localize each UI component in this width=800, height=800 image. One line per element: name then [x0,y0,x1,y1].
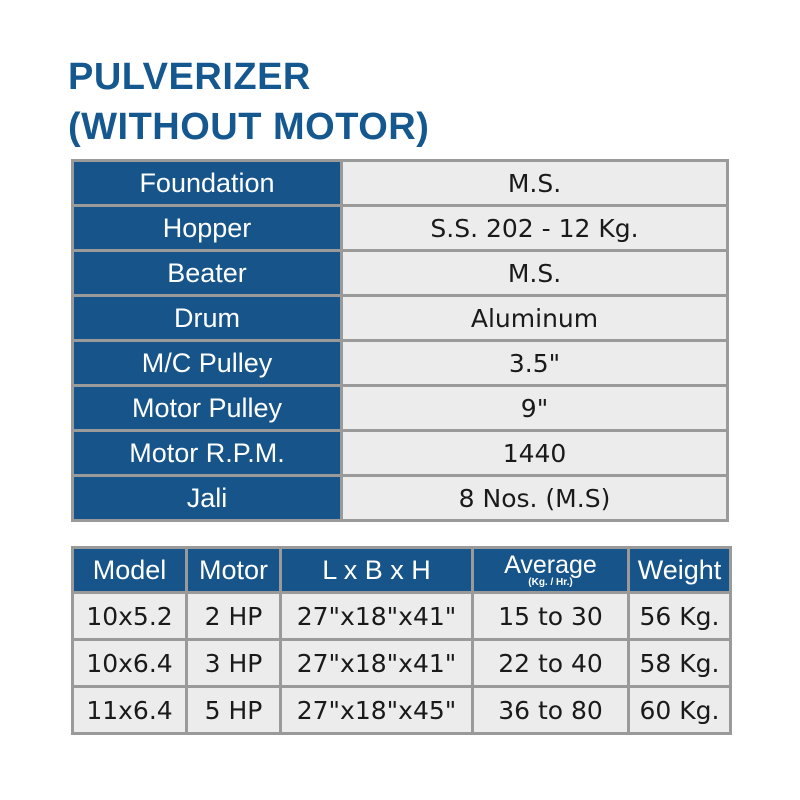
spec-label: Beater [73,251,342,296]
motor-cell: 5 HP [187,687,281,734]
column-header-model: Model [73,548,187,593]
column-header-average [473,548,629,593]
spec-row-motor-pulley [73,386,728,431]
spec-table [71,159,729,522]
model-cell: 10x5.2 [73,593,187,640]
model-cell: 10x6.4 [73,640,187,687]
spec-row-motor-rpm [73,431,728,476]
spec-row-mc-pulley [73,341,728,386]
spec-value: 9" [342,386,728,431]
spec-label: Foundation [73,161,342,206]
average-cell: 22 to 40 [473,640,629,687]
spec-value: Aluminum [342,296,728,341]
title-line-2: (WITHOUT MOTOR) [68,106,430,148]
column-header-motor: Motor [187,548,281,593]
average-unit: (Kg. / Hr.) [528,576,573,588]
spec-row-hopper [73,206,728,251]
spec-value: S.S. 202 - 12 Kg. [342,206,728,251]
weight-cell: 58 Kg. [629,640,731,687]
spec-value: 1440 [342,431,728,476]
column-header-weight: Weight [629,548,731,593]
spec-value: 3.5" [342,341,728,386]
motor-cell: 3 HP [187,640,281,687]
weight-cell: 56 Kg. [629,593,731,640]
weight-cell: 60 Kg. [629,687,731,734]
page-title [68,52,429,152]
spec-value: 8 Nos. (M.S) [342,476,728,521]
dimensions-cell: 27"x18"x45" [281,687,473,734]
spec-value: M.S. [342,251,728,296]
spec-value: M.S. [342,161,728,206]
model-cell: 11x6.4 [73,687,187,734]
spec-row-foundation [73,161,728,206]
average-label: Average [504,550,597,579]
model-table-header [73,548,731,593]
spec-label: Drum [73,296,342,341]
dimensions-cell: 27"x18"x41" [281,593,473,640]
spec-label: Motor Pulley [73,386,342,431]
title-line-1: PULVERIZER [68,56,311,98]
spec-row-beater [73,251,728,296]
motor-cell: 2 HP [187,593,281,640]
model-table [71,546,732,735]
table-row [73,687,731,734]
table-row [73,593,731,640]
spec-row-drum [73,296,728,341]
average-cell: 15 to 30 [473,593,629,640]
spec-label: Motor R.P.M. [73,431,342,476]
spec-label: M/C Pulley [73,341,342,386]
spec-label: Jali [73,476,342,521]
spec-row-jali [73,476,728,521]
column-header-dimensions: L x B x H [281,548,473,593]
dimensions-cell: 27"x18"x41" [281,640,473,687]
table-row [73,640,731,687]
average-cell: 36 to 80 [473,687,629,734]
spec-label: Hopper [73,206,342,251]
